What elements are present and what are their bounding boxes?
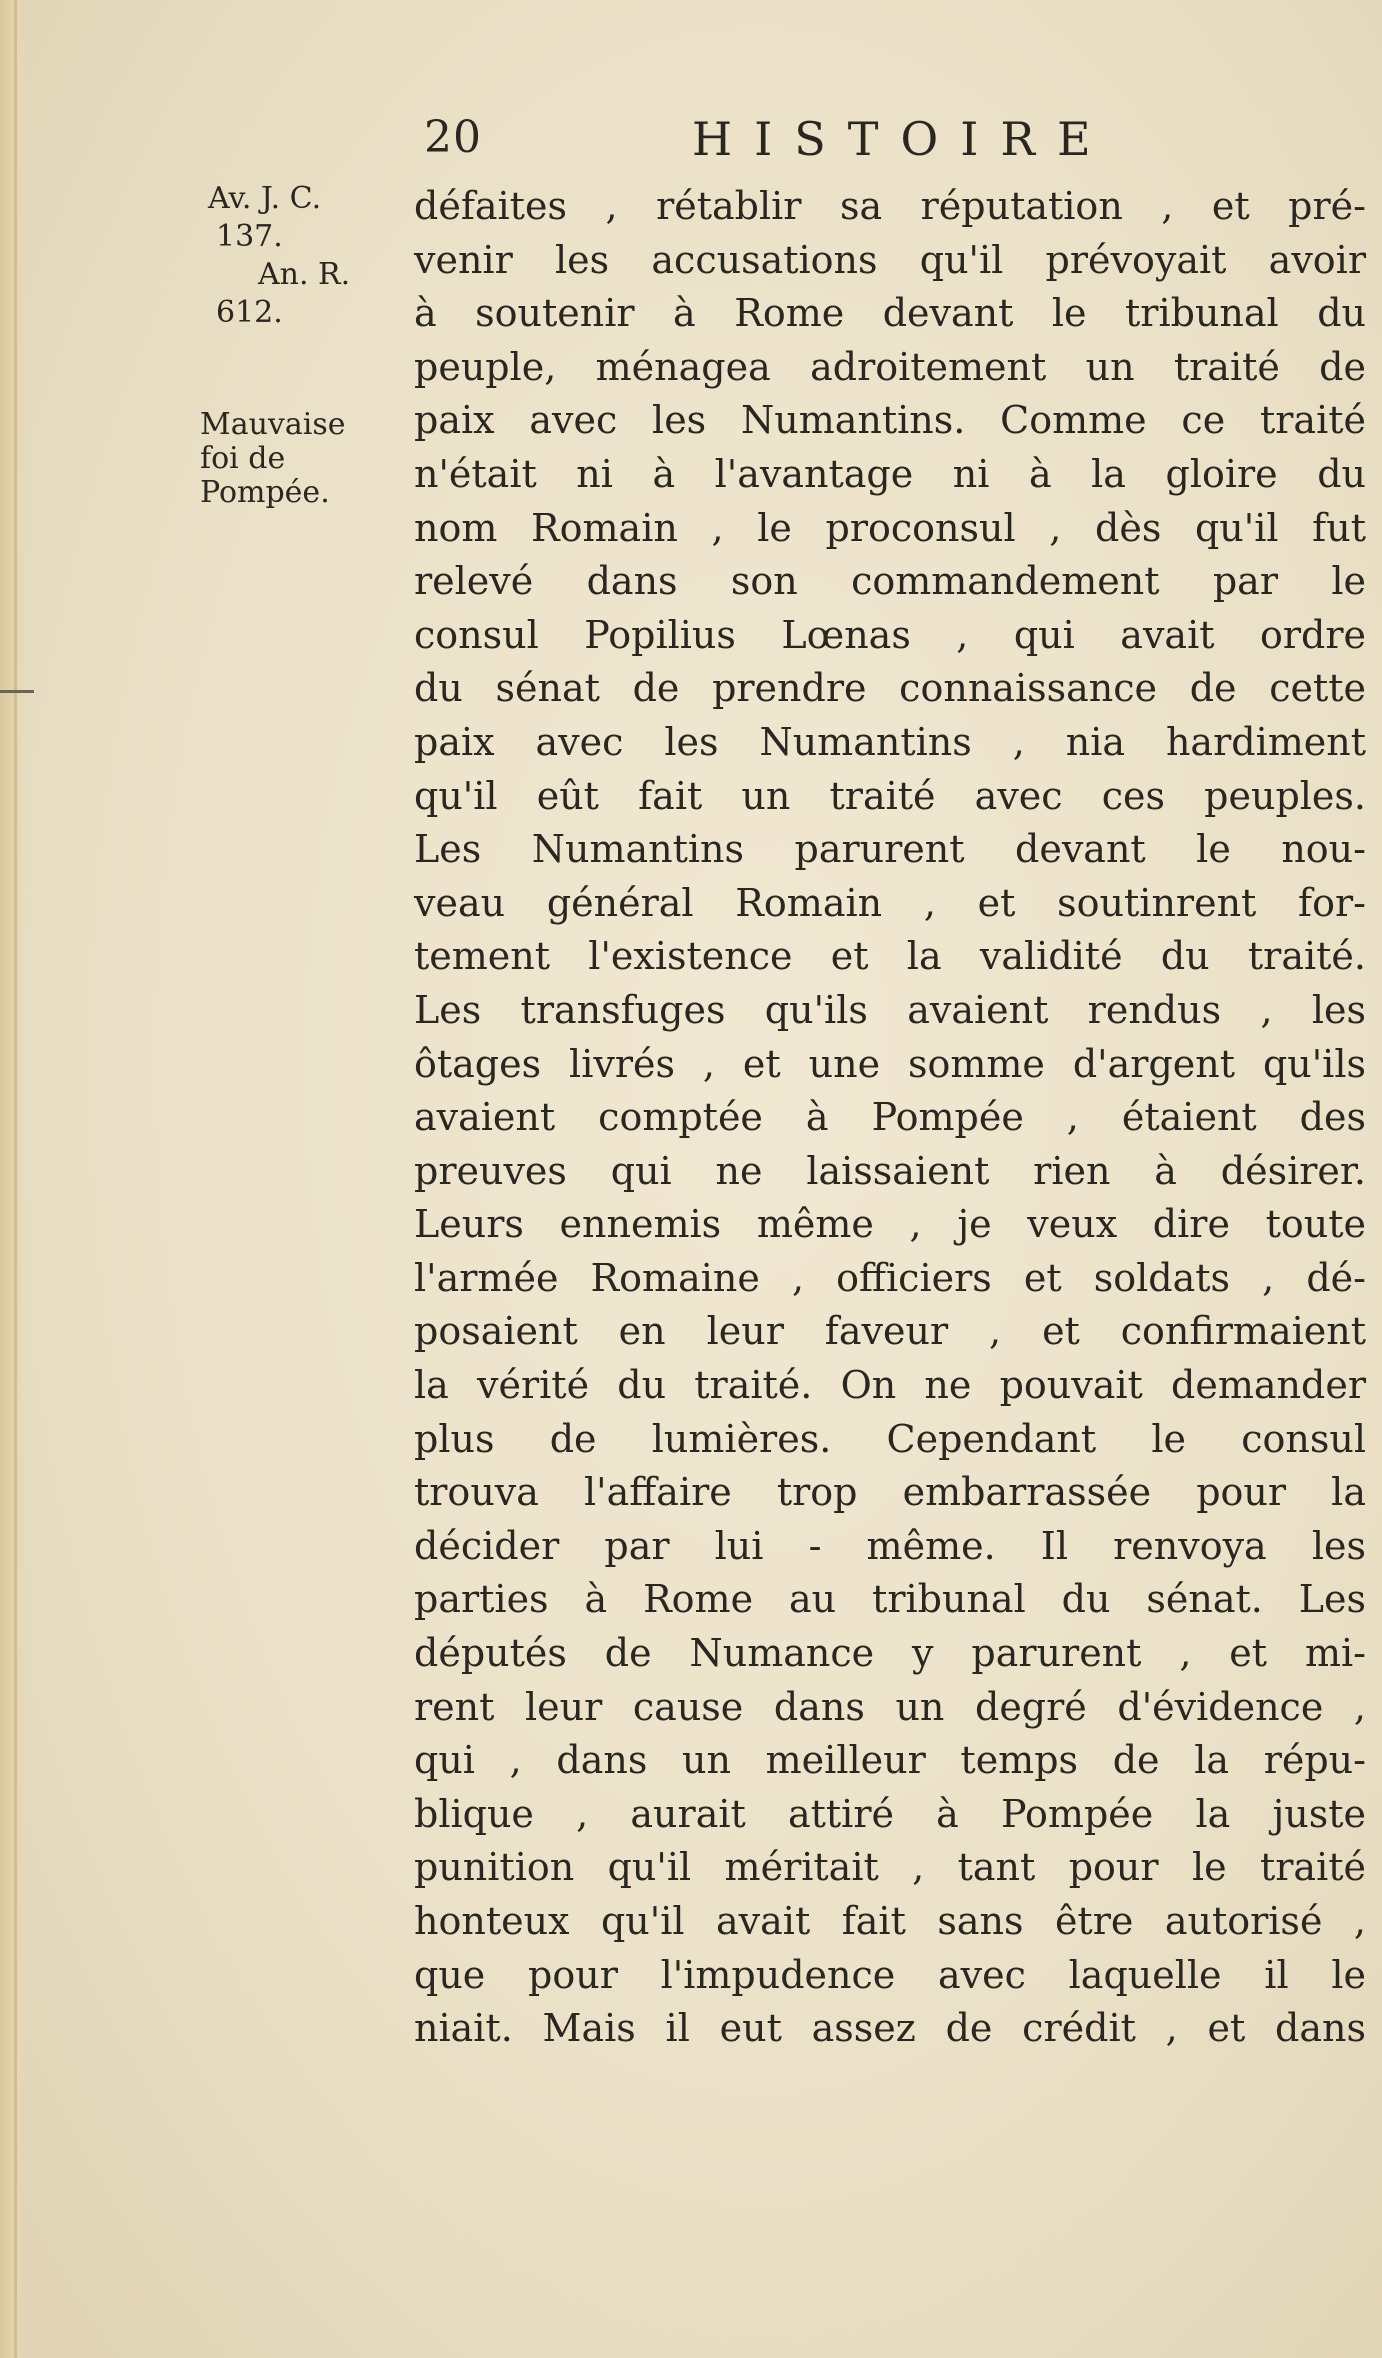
text-line: veau général Romain , et soutinrent for- [414,880,1366,925]
text-line: députés de Numance y parurent , et mi- [414,1631,1366,1676]
margin-date-line: An. R. [258,257,351,292]
text-line: Leurs ennemis même , je veux dire toute [414,1202,1366,1247]
margin-note-line: Pompée. [200,475,330,510]
text-line: blique , aurait attiré à Pompée la juste [414,1791,1366,1836]
margin-date-line: 612. [216,295,283,330]
text-line: plus de lumières. Cependant le consul [414,1416,1366,1461]
text-line: posaient en leur faveur , et confirmaient [414,1309,1366,1354]
text-line: nom Romain , le proconsul , dès qu'il fut [414,505,1366,550]
text-line: qui , dans un meilleur temps de la répu- [414,1738,1366,1783]
gutter-line [14,0,17,2358]
text-line: venir les accusations qu'il prévoyait avoir [414,237,1366,282]
text-line: peuple, ménagea adroitement un traité de [414,344,1366,389]
text-line: défaites , rétablir sa réputation , et pré- [414,184,1366,228]
text-line: que pour l'impudence avec laquelle il le [414,1952,1366,1997]
text-line: relevé dans son commandement par le [414,559,1366,604]
text-line: paix avec les Numantins , nia hardiment [414,719,1366,764]
text-line: décider par lui - même. Il renvoya les [414,1523,1366,1568]
text-line: Les transfuges qu'ils avaient rendus , les [414,987,1366,1032]
gutter-shadow [0,0,26,2358]
text-line: niait. Mais il eut assez de crédit , et dans [414,2006,1366,2051]
body-text [414,180,1366,2056]
margin-date-line: 137. [216,219,283,254]
text-line: ôtages livrés , et une somme d'argent qu'ils [414,1041,1366,1086]
text-line: honteux qu'il avait fait sans être autorisé , [414,1899,1366,1943]
text-line: n'était ni à l'avantage ni à la gloire du [414,451,1366,496]
text-line: à soutenir à Rome devant le tribunal du [414,291,1366,336]
text-line: trouva l'affaire trop embarrassée pour la [414,1470,1366,1515]
text-line: du sénat de prendre connaissance de cette [414,666,1366,711]
text-line: parties à Rome au tribunal du sénat. Les [414,1577,1366,1622]
running-title: HISTOIRE [692,112,1113,166]
running-head [0,112,1382,172]
text-line: l'armée Romaine , officiers et soldats , dé- [414,1255,1366,1300]
page-number: 20 [424,112,482,163]
text-line: tement l'existence et la validité du traité. [414,934,1366,979]
text-line: qu'il eût fait un traité avec ces peuples. [414,773,1366,818]
margin-date [208,180,408,332]
text-line: preuves qui ne laissaient rien à désirer. [414,1148,1366,1193]
text-line: rent leur cause dans un degré d'évidence , [414,1684,1366,1729]
text-line: Les Numantins parurent devant le nou- [414,827,1366,872]
text-line: avaient comptée à Pompée , étaient des [414,1095,1366,1140]
margin-note-line: Mauvaise [200,407,346,442]
margin-note [200,408,410,510]
margin-note-line: foi de [200,441,286,476]
text-line: paix avec les Numantins. Comme ce traité [414,398,1366,443]
margin-date-line: Av. J. C. [208,181,322,216]
text-line: punition qu'il méritait , tant pour le traité [414,1845,1366,1890]
text-line: la vérité du traité. On ne pouvait demander [414,1363,1366,1408]
text-line: consul Popilius Lœnas , qui avait ordre [414,612,1366,657]
edge-mark [0,690,34,693]
